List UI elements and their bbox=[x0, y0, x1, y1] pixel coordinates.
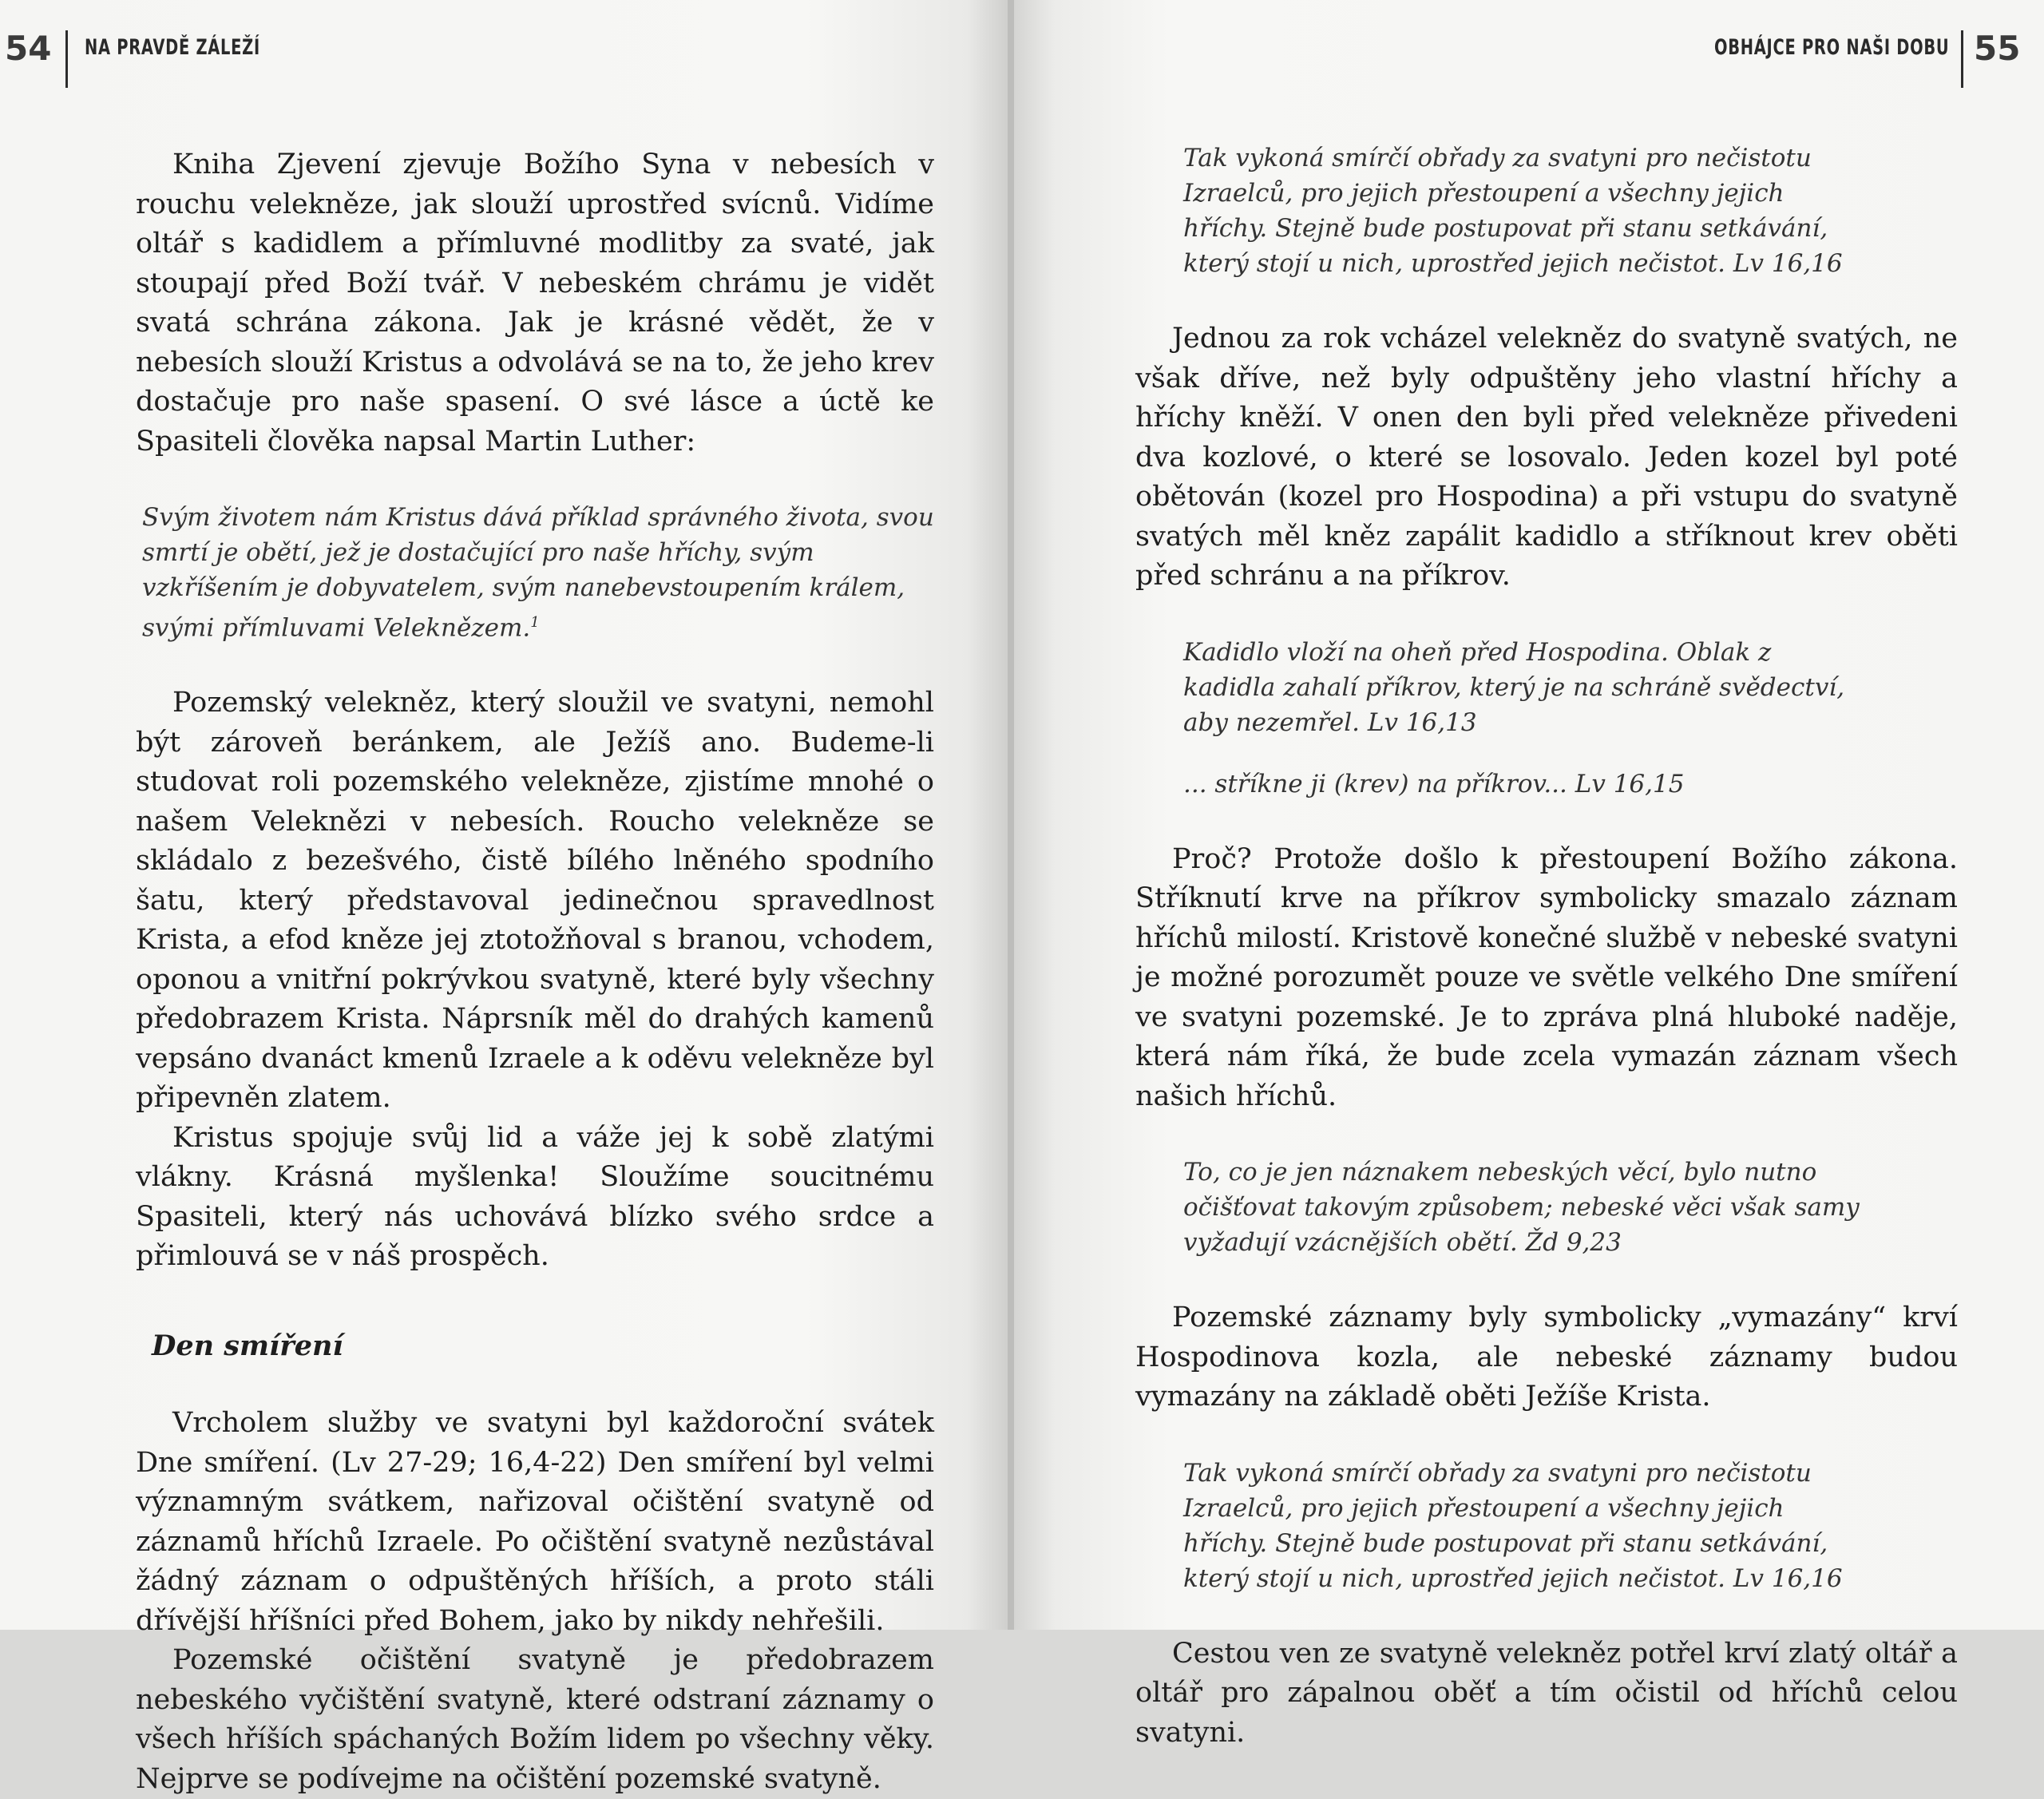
paragraph: Cestou ven ze svatyně velekněz potřel krví zlatý oltář a oltář pro zápalnou oběť a tím očistil od hříchů celou svatyni. bbox=[1135, 1637, 1958, 1749]
block-quote: Tak vykoná smírčí obřady za svatyni pro nečistotu Izraelců, pro jejich přestoupení a všechny jejich hříchy. Stejně bude postupovat při stanu setkávání, který stojí u nich, uprostřed jejich nečistot. Lv 16,16 bbox=[1183, 144, 1843, 278]
block-quote: ... stříkne ji (krev) na příkrov... Lv 16,15 bbox=[1183, 769, 1685, 798]
paragraph: Pozemské záznamy byly symbolicky „vymazány“ krví Hospodinova kozla, ale nebeské záznamy budou vymazány na základě oběti Ježíše Krista. bbox=[1135, 1302, 1958, 1413]
right-header-rule bbox=[1961, 30, 1963, 88]
left-header-rule bbox=[65, 30, 68, 88]
block-quote: Tak vykoná smírčí obřady za svatyni pro nečistotu Izraelců, pro jejich přestoupení a všechny jejich hříchy. Stejně bude postupovat při stanu setkávání, který stojí u nich, uprostřed jejich nečistot. Lv 16,16 bbox=[1183, 1458, 1843, 1593]
block-quote: To, co je jen náznakem nebeských věcí, bylo nutno očišťovat takovým způsobem; nebeské věci však samy vyžadují vzácnějších obětí. Žd 9,23 bbox=[1183, 1158, 1860, 1257]
paragraph: Vrcholem služby ve svatyni byl každoroční svátek Dne smíření. (Lv 27-29; 16,4-22) Den smíření byl velmi významným svátkem, nařizoval očištění svatyně od záznamů hříchů Izraele. Po očištění svatyně nezůstával žádný záznam o odpuštěných hříších, a proto stáli dřívější hříšníci před Bohem, jako by nikdy nehřešili. bbox=[136, 1407, 934, 1637]
paragraph: Pozemský velekněz, který sloužil ve svatyni, nemohl být zároveň beránkem, ale Ježíš ano. Budeme-li studovat roli pozemského velekněze, zjistíme mnohé o našem Veleknězi v nebesích. Roucho velekněze se skládalo z bezešvého, čistě bílého lněného spodního šatu, který představoval jedinečnou spravedlnost Krista, a efod kněze jej ztotožňoval s branou, vchodem, oponou a vnitřní pokrývkou svatyně, které byly všechny předobrazem Krista. Náprsník měl do drahých kamenů vepsáno dvanáct kmenů Izraele a k oděvu velekněze byl připevněn zlatem. bbox=[136, 687, 934, 1115]
right-page-number: 55 bbox=[1974, 29, 2021, 68]
quote-text: Svým životem nám Kristus dává příklad správného života, svou smrtí je obětí, jež je dostačující pro naše hříchy, svým vzkříšením je dobyvatelem, svým nanebevstoupením králem, svými přímluvami Veleknězem. bbox=[142, 503, 934, 643]
left-page bbox=[0, 0, 1008, 1795]
left-page-body bbox=[136, 145, 934, 1799]
right-page bbox=[1014, 0, 2044, 1749]
paragraph: Kristus spojuje svůj lid a váže jej k sobě zlatými vlákny. Krásná myšlenka! Sloužíme soucitnému Spasiteli, který nás uchovává blízko svého srdce a přimlouvá se v náš prospěch. bbox=[136, 1121, 934, 1273]
paragraph: Pozemské očištění svatyně je předobrazem nebeského vyčištění svatyně, které odstraní záznamy o všech hříších spáchaných Božím lidem po všechny věky. Nejprve se podívejme na očištění pozemské svatyně. bbox=[136, 1644, 934, 1795]
paragraph: Kniha Zjevení zjevuje Božího Syna v nebesích v rouchu velekněze, jak slouží uprostřed svícnů. Vidíme oltář s kadidlem a přímluvné modlitby za svaté, jak stoupají před Boží tvář. V nebeském chrámu je vidět svatá schrána zákona. Jak je krásné vědět, že v nebesích slouží Kristus a odvolává se na to, že jeho krev dostačuje pro naše spasení. O své lásce a úctě ke Spasiteli člověka napsal Martin Luther: bbox=[136, 149, 934, 458]
paragraph: Proč? Protože došlo k přestoupení Božího zákona. Stříknutí krve na příkrov symbolicky smazalo záznam hříchů milostí. Kristově konečné službě v nebeské svatyni je možné porozumět pouze ve světle velkého Dne smíření ve svatyni pozemské. Je to zpráva plná hluboké naděje, která nám říká, že bude zcela vymazán záznam všech našich hříchů. bbox=[1135, 842, 1958, 1112]
book-gutter bbox=[1008, 0, 1014, 1630]
right-page-body bbox=[1135, 141, 1958, 1753]
left-running-head: NA PRAVDĚ ZÁLEŽÍ bbox=[85, 35, 260, 60]
right-running-head: OBHÁJCE PRO NAŠI DOBU bbox=[1714, 35, 1950, 60]
left-page-number: 54 bbox=[5, 29, 52, 68]
paragraph: Jednou za rok vcházel velekněz do svatyně svatých, ne však dříve, než byly odpuštěny jeho vlastní hříchy a hříchy kněží. V onen den byli před velekněze přivedeni dva kozlové, o které se losovalo. Jeden kozel byl poté obětován (kozel pro Hospodina) a při vstupu do svatyně svatých měl kněz zapálit kadidlo a stříknout krev oběti před schránu a na příkrov. bbox=[1135, 323, 1958, 592]
section-heading: Den smíření bbox=[152, 1329, 343, 1362]
block-quote bbox=[136, 500, 934, 645]
footnote-marker: 1 bbox=[530, 614, 540, 631]
block-quote: Kadidlo vloží na oheň před Hospodina. Oblak z kadidla zahalí příkrov, který je na schráně svědectví, aby nezemřel. Lv 16,13 bbox=[1183, 637, 1845, 737]
